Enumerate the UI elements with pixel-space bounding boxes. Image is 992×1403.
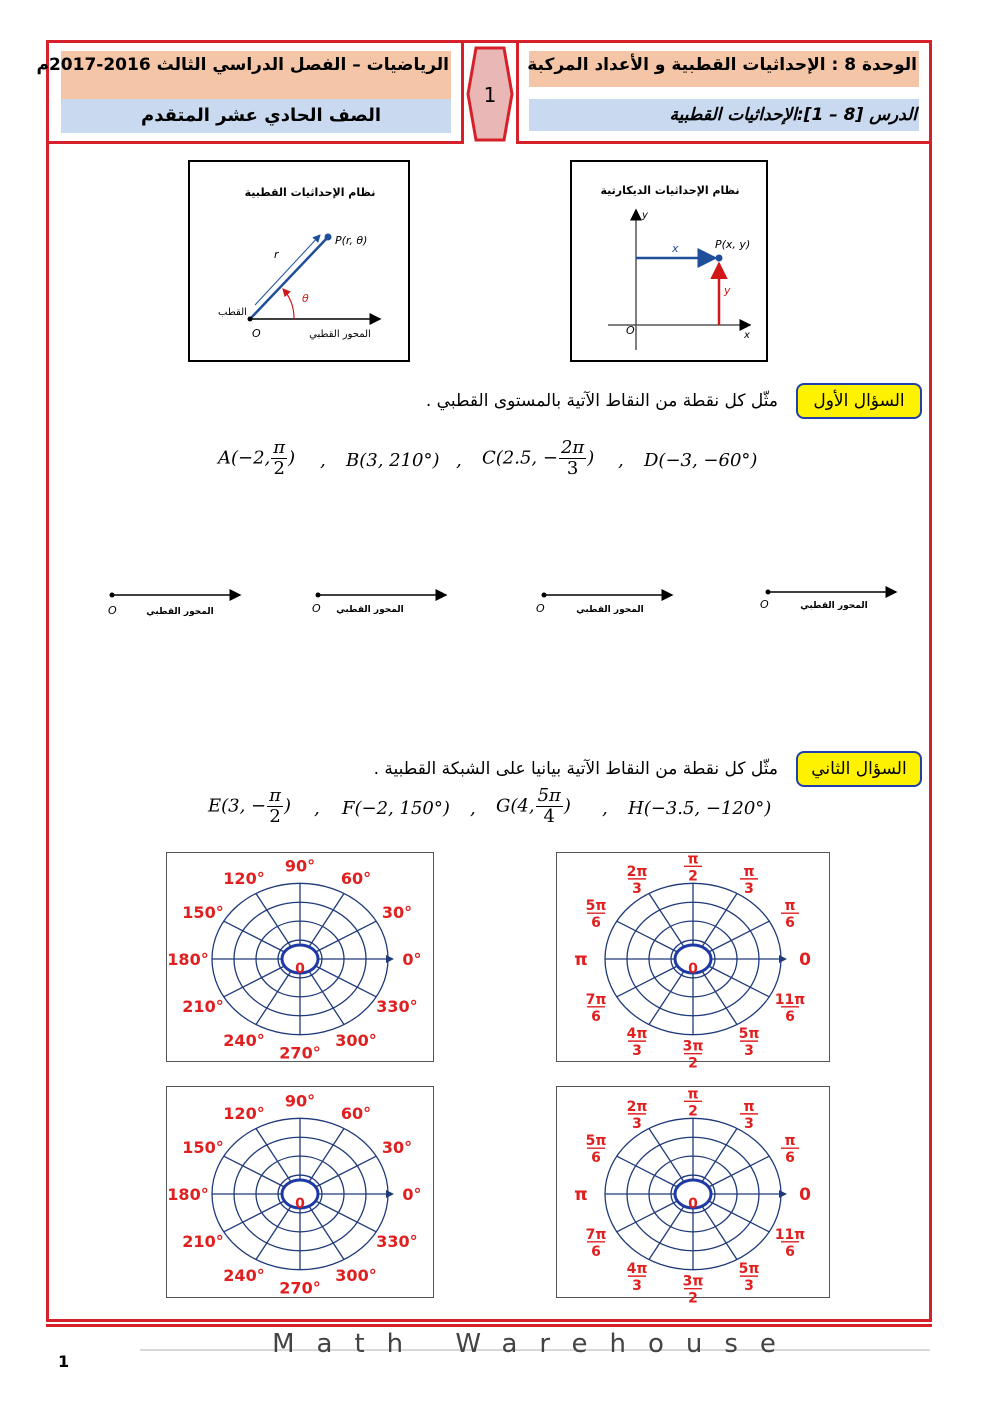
cartesian-figure-title: نظام الإحداثيات الديكارتية xyxy=(600,184,740,197)
grid-angle-denominator: 3 xyxy=(632,1278,642,1295)
cartesian-point-dot xyxy=(716,255,723,262)
grid-spoke xyxy=(224,966,285,997)
q1-sep-3: , xyxy=(618,450,624,471)
grid-angle-numerator: 11π xyxy=(774,1226,806,1243)
q2-sep-1: , xyxy=(314,798,320,819)
question-1-text: مثّل كل نقطة من النقاط الآتية بالمستوى القطبي . xyxy=(425,391,778,411)
grid-angle-denominator: 6 xyxy=(785,1150,795,1167)
q2-sep-2: , xyxy=(470,798,476,819)
grid-angle-label: 210° xyxy=(182,1231,224,1251)
grid-spoke xyxy=(224,921,285,952)
grid-spoke xyxy=(709,921,770,952)
grid-angle-numerator: π xyxy=(743,863,755,880)
course-title: الرياضيات – الفصل الدراسي الثالث 2016-2017م xyxy=(36,55,449,75)
grid-center-label: 0 xyxy=(295,961,305,977)
grid-angle-label: π xyxy=(574,1185,588,1205)
grid-angle-label: 60° xyxy=(340,1103,372,1123)
grid-spoke xyxy=(649,1128,684,1181)
cartesian-system-diagram xyxy=(572,162,766,360)
grid-spoke xyxy=(617,966,678,997)
grid-angle-numerator: π xyxy=(743,1098,755,1115)
grid-angle-label: 300° xyxy=(335,1031,377,1051)
pole-dot xyxy=(248,317,253,322)
grid-angle-denominator: 3 xyxy=(744,1043,754,1060)
grid-angle-label: 150° xyxy=(182,903,224,923)
grid-polar-axis-arrow xyxy=(386,1190,394,1198)
grid-spoke xyxy=(702,1128,737,1181)
grid-polar-axis-arrow xyxy=(386,955,394,963)
svg-text:المحور القطبي: المحور القطبي xyxy=(336,605,404,615)
grid-spoke xyxy=(256,893,291,946)
grid-spoke xyxy=(617,921,678,952)
grid-spoke xyxy=(649,1206,684,1259)
svg-text:المحور القطبي: المحور القطبي xyxy=(146,607,214,617)
grid-angle-denominator: 2 xyxy=(688,1290,698,1307)
polar-system-figure xyxy=(188,160,410,362)
footer-logo xyxy=(140,1330,930,1360)
grid-angle-label: 270° xyxy=(279,1278,321,1298)
grid-angle-numerator: π xyxy=(687,851,699,868)
polar-theta-label: θ xyxy=(302,292,309,305)
svg-text:Math Warehouse: Math Warehouse xyxy=(272,1329,798,1359)
grid-angle-label: 0° xyxy=(402,950,422,969)
q2-point-f: F(−2, 150°) xyxy=(342,798,450,819)
grid-spoke xyxy=(617,1156,678,1187)
grid-angle-label: 0 xyxy=(799,950,811,970)
grid-angle-label: 180° xyxy=(167,1185,209,1204)
grid-polar-axis-arrow xyxy=(779,955,787,963)
q1-point-c: C(2.5, − $\frac{2\pi}{3}$ ) xyxy=(482,437,595,479)
cartesian-yaxis-label: y xyxy=(642,210,648,221)
q1-point-d: D(−3, −60°) xyxy=(644,450,758,471)
q2-point-e: E(3, − $\frac{\pi}{2}$ ) xyxy=(208,785,292,827)
cartesian-point-label: P(x, y) xyxy=(715,238,751,251)
q1-point-a: A(−2, $\frac{\pi}{2}$ ) xyxy=(218,437,296,479)
grid-spoke xyxy=(309,1128,344,1181)
grid-angle-label: 330° xyxy=(376,1231,418,1251)
grid-angle-numerator: π xyxy=(687,1086,699,1103)
grid-angle-numerator: 3π xyxy=(682,1273,704,1290)
cartesian-system-figure xyxy=(570,160,768,362)
q1-axis-4 xyxy=(760,590,896,612)
q2-point-g: G(4, $\frac{5\pi}{4}$ ) xyxy=(496,785,571,827)
grid-spoke xyxy=(256,1206,291,1259)
cartesian-xaxis-label: x xyxy=(744,330,750,341)
grid-angle-numerator: 3π xyxy=(682,1038,704,1055)
grid-spoke xyxy=(649,893,684,946)
grid-spoke xyxy=(309,893,344,946)
grid-angle-numerator: 2π xyxy=(626,1098,648,1115)
polar-point-dot xyxy=(325,234,332,241)
grid-spoke xyxy=(309,1206,344,1259)
grid-angle-denominator: 3 xyxy=(744,1115,754,1132)
grid-angle-numerator: 4π xyxy=(626,1026,648,1043)
grid-angle-denominator: 3 xyxy=(632,880,642,897)
unit-title: الوحدة 8 : الإحداثيات القطبية و الأعداد المركبة xyxy=(527,55,917,75)
question-2-label: السؤال الثاني xyxy=(796,751,922,787)
grid-spoke xyxy=(709,966,770,997)
q1-point-b: B(3, 210°) xyxy=(346,450,440,471)
polar-system-diagram xyxy=(190,162,408,360)
grid-angle-denominator: 6 xyxy=(591,1008,601,1025)
grid-angle-label: 0 xyxy=(799,1185,811,1205)
footer-rule xyxy=(46,1324,932,1327)
grid-angle-label: 0° xyxy=(402,1185,422,1204)
grid-angle-label: 120° xyxy=(223,868,265,888)
grid-angle-numerator: π xyxy=(784,898,796,915)
grid-spoke xyxy=(617,1201,678,1232)
cartesian-origin-label: O xyxy=(626,324,635,337)
q1-axis-2 xyxy=(312,593,446,616)
grid-angle-denominator: 6 xyxy=(785,915,795,932)
q1-sep-1: , xyxy=(320,450,326,471)
q1-axis-3 xyxy=(536,593,672,616)
grid-angle-denominator: 6 xyxy=(785,1008,795,1025)
grid-spoke xyxy=(316,966,377,997)
grid-angle-numerator: 4π xyxy=(626,1261,648,1278)
grid-angle-denominator: 6 xyxy=(591,915,601,932)
cartesian-y-label: y xyxy=(724,284,731,297)
header-left-box xyxy=(36,40,464,144)
grid-spoke xyxy=(316,921,377,952)
polar-r-label: r xyxy=(274,248,279,261)
cartesian-x-label: x xyxy=(672,242,679,255)
polar-grid-degrees-1 xyxy=(166,852,434,1062)
grid-angle-label: 180° xyxy=(167,950,209,969)
grid-spoke xyxy=(702,1206,737,1259)
grid-angle-numerator: 5π xyxy=(585,898,607,915)
grid-angle-label: 270° xyxy=(279,1043,321,1063)
grid-spoke xyxy=(316,1156,377,1187)
page-number: 1 xyxy=(58,1352,70,1371)
grid-angle-label: 120° xyxy=(223,1103,265,1123)
grid-angle-label: 240° xyxy=(223,1031,265,1051)
grid-spoke xyxy=(224,1201,285,1232)
grid-angle-numerator: 5π xyxy=(585,1133,607,1150)
grid-spoke xyxy=(709,1201,770,1232)
svg-text:O: O xyxy=(536,602,545,615)
pole-label: القطب xyxy=(218,307,247,318)
grid-angle-denominator: 3 xyxy=(744,1278,754,1295)
grid-center-label: 0 xyxy=(295,1196,305,1212)
polar-grid-radians-1 xyxy=(556,851,830,1072)
theta-arc xyxy=(283,289,294,319)
svg-text:O: O xyxy=(312,602,321,615)
grid-angle-denominator: 3 xyxy=(632,1115,642,1132)
grid-angle-label: 30° xyxy=(381,903,413,923)
polar-grid-degrees-2 xyxy=(166,1086,434,1298)
grid-spoke xyxy=(709,1156,770,1187)
grid-spoke xyxy=(702,971,737,1024)
grid-angle-numerator: 11π xyxy=(774,991,806,1008)
q1-sep-2: , xyxy=(456,450,462,471)
grid-angle-denominator: 6 xyxy=(591,1243,601,1260)
q1-polar-axes xyxy=(100,580,900,620)
grid-angle-numerator: 2π xyxy=(626,863,648,880)
polar-grid-radians-2 xyxy=(556,1086,830,1307)
grid-spoke xyxy=(316,1201,377,1232)
grid-angle-label: 30° xyxy=(381,1138,413,1158)
grid-angle-numerator: 5π xyxy=(738,1261,760,1278)
grid-spoke xyxy=(649,971,684,1024)
grid-angle-numerator: 7π xyxy=(585,1226,607,1243)
grid-angle-label: 90° xyxy=(284,1091,316,1111)
sheet-number-hexagon xyxy=(466,46,514,142)
svg-text:المحور القطبي: المحور القطبي xyxy=(800,601,868,611)
grid-angle-denominator: 2 xyxy=(688,1055,698,1072)
grid-angle-numerator: 5π xyxy=(738,1026,760,1043)
grid-angle-denominator: 2 xyxy=(688,868,698,885)
grade-title: الصف الحادي عشر المتقدم xyxy=(141,105,381,126)
q2-point-h: H(−3.5, −120°) xyxy=(628,798,772,819)
grid-angle-denominator: 2 xyxy=(688,1103,698,1120)
grid-spoke xyxy=(256,1128,291,1181)
svg-text:المحور القطبي: المحور القطبي xyxy=(576,605,644,615)
grid-angle-denominator: 3 xyxy=(632,1043,642,1060)
polar-origin-label: O xyxy=(252,327,261,340)
grid-center-label: 0 xyxy=(688,961,698,977)
grid-angle-label: 240° xyxy=(223,1266,265,1286)
grid-angle-denominator: 6 xyxy=(591,1150,601,1167)
svg-text:O: O xyxy=(108,604,117,617)
grid-angle-denominator: 6 xyxy=(785,1243,795,1260)
lesson-title: الدرس [8 – 1]:الإحداثيات القطبية xyxy=(669,105,917,125)
polar-point-label: P(r, θ) xyxy=(335,234,368,247)
grid-spoke xyxy=(224,1156,285,1187)
grid-center-label: 0 xyxy=(688,1196,698,1212)
grid-angle-numerator: π xyxy=(784,1133,796,1150)
grid-angle-label: π xyxy=(574,950,588,970)
grid-angle-label: 90° xyxy=(284,856,316,876)
header-right-box xyxy=(516,40,932,144)
grid-angle-label: 60° xyxy=(340,868,372,888)
grid-spoke xyxy=(309,971,344,1024)
grid-spoke xyxy=(702,893,737,946)
grid-angle-numerator: 7π xyxy=(585,991,607,1008)
grid-angle-label: 210° xyxy=(182,996,224,1016)
grid-polar-axis-arrow xyxy=(779,1190,787,1198)
polar-axis-label: المحور القطبي xyxy=(309,329,371,340)
polar-radius-line xyxy=(250,237,328,319)
grid-angle-label: 150° xyxy=(182,1138,224,1158)
polar-figure-title: نظام الإحداثيات القطبية xyxy=(244,186,376,199)
grid-spoke xyxy=(256,971,291,1024)
svg-text:O: O xyxy=(760,598,769,611)
sheet-number: 1 xyxy=(483,83,497,107)
q1-axis-1 xyxy=(108,593,240,618)
question-1-label: السؤال الأول xyxy=(796,383,922,419)
grid-angle-label: 300° xyxy=(335,1266,377,1286)
q2-sep-3: , xyxy=(602,798,608,819)
grid-angle-label: 330° xyxy=(376,996,418,1016)
question-2-text: مثّل كل نقطة من النقاط الآتية بيانيا على الشبكة القطبية . xyxy=(373,759,778,779)
grid-angle-denominator: 3 xyxy=(744,880,754,897)
